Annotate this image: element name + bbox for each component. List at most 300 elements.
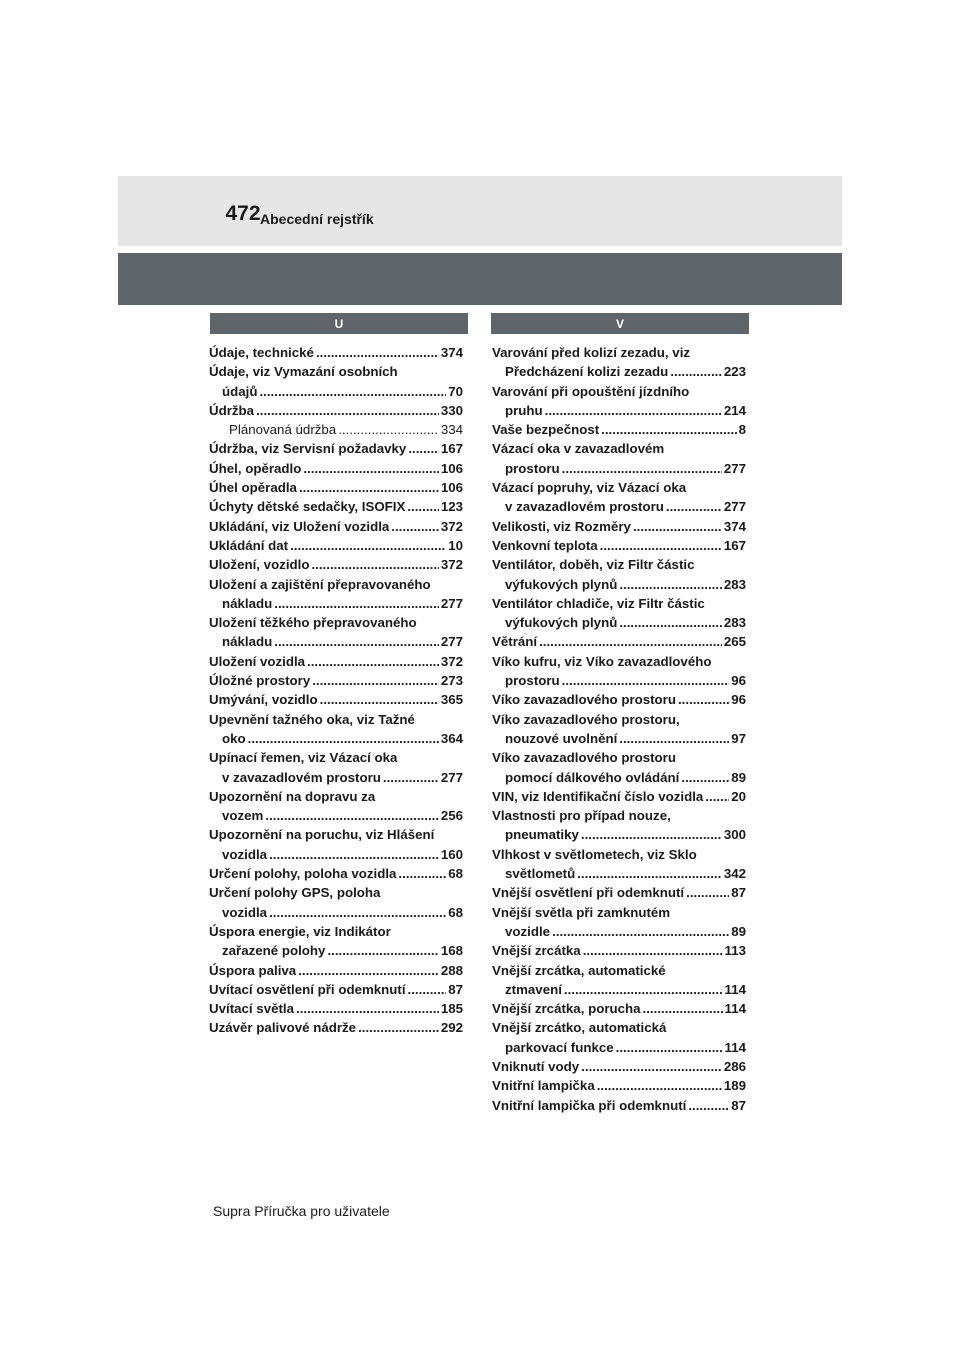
index-entry [209,961,463,980]
dot-leader [577,864,722,883]
index-entry-line [492,594,746,613]
index-page-number: 277 [723,499,746,515]
index-entry-text: zařazené polohy [222,943,326,959]
index-entry-text: Upínací řemen, viz Vázací oka [209,750,398,766]
index-entry [492,343,746,382]
index-entry-text: Ventilátor, doběh, viz Filtr částic [492,557,695,573]
dot-leader [274,632,439,651]
index-entry-text: nouzové uvolnění [505,730,618,746]
index-page-number: 277 [440,634,463,650]
index-entry [209,864,463,883]
index-entry-line [492,632,746,651]
index-page-number: 273 [440,673,463,689]
index-entry-line [209,961,463,980]
index-entry-text: nákladu [222,595,273,611]
dot-leader [633,517,722,536]
index-page-number: 364 [440,730,463,746]
index-entry [209,575,463,614]
dot-leader [597,1076,722,1095]
index-entry [492,382,746,421]
index-page-number: 8 [738,422,746,438]
index-page-number: 374 [723,518,746,534]
index-page-number: 70 [448,383,463,399]
index-entry-line [492,845,746,864]
index-page-number: 89 [731,923,746,939]
dot-leader [670,362,722,381]
index-entry-line [492,671,746,690]
index-entry-text: Uložení těžkého přepravovaného [209,615,417,631]
index-column-u [209,343,463,1038]
index-page-number: 283 [723,615,746,631]
index-entry-text: Ventilátor chladiče, viz Filtr částic [492,595,705,611]
index-page-number: 300 [723,827,746,843]
index-entry-line [492,1076,746,1095]
index-entry-text: výfukových plynů [505,615,618,631]
index-entry [209,690,463,709]
index-entry-text: Ukládání, viz Uložení vozidla [209,518,390,534]
index-entry [209,999,463,1018]
dot-leader [705,787,729,806]
index-page-number: 277 [440,595,463,611]
index-entry-line [209,922,463,941]
index-entry [209,439,463,458]
index-entry-text: Uvítací světla [209,1001,295,1017]
index-page-number: 87 [448,981,463,997]
letter-heading-v [491,313,749,334]
index-entry-text: vozidle [505,923,551,939]
index-entry-line [209,362,463,381]
index-entry-text: parkovací funkce [505,1039,614,1055]
index-entry-text: světlometů [505,866,576,882]
dot-leader [311,555,438,574]
index-entry-text: Venkovní teplota [492,537,598,553]
index-page-number: 10 [448,537,463,553]
dot-leader [407,497,438,516]
index-entry [492,883,746,902]
index-entry-line [492,536,746,555]
index-entry-line [209,768,463,787]
index-entry-line [492,768,746,787]
index-entry [492,748,746,787]
index-page-number: 96 [731,692,746,708]
index-page-number: 277 [723,460,746,476]
index-entry-text: Vnější osvětlení při odemknutí [492,885,685,901]
dot-leader [666,497,722,516]
index-entry [209,787,463,826]
index-entry-line [492,613,746,632]
index-entry-text: v zavazadlovém prostoru [505,499,664,515]
dot-leader [600,536,722,555]
index-entry-text: Údaje, technické [209,345,314,360]
index-page-number: 330 [440,402,463,418]
index-page-number: 89 [731,769,746,785]
index-entry-text: Vlhkost v světlometech, viz Sklo [492,846,697,862]
index-entry-text: Uvítací osvětlení při odemknutí [209,981,406,997]
dot-leader [303,459,438,478]
index-entry [492,517,746,536]
index-entry [492,690,746,709]
index-entry-line [209,999,463,1018]
index-entry-line [492,382,746,401]
index-entry-line [492,1018,746,1037]
dot-leader [391,517,439,536]
index-entry-text: oko [222,730,246,746]
index-entry [492,555,746,594]
index-entry [209,459,463,478]
index-page-number: 286 [723,1058,746,1074]
index-entry-text: Uložení vozidla [209,653,306,669]
index-entry-text: nákladu [222,634,273,650]
index-entry-text: pruhu [505,402,543,418]
index-entry [492,806,746,845]
index-entry-line [492,825,746,844]
dot-leader [545,401,722,420]
index-entry-line [209,632,463,651]
index-entry-line [209,497,463,516]
index-entry-text: Varování při opouštění jízdního [492,383,690,399]
index-entry [492,999,746,1018]
index-entry-text: Vlastnosti pro případ nouze, [492,808,671,824]
dot-leader [269,845,439,864]
dot-leader [265,806,438,825]
index-page-number: 265 [723,634,746,650]
dot-leader [312,671,439,690]
index-entry-line [209,806,463,825]
index-entry-text: VIN, viz Identifikační číslo vozidla [492,788,704,804]
index-entry-text: vozidla [222,904,268,920]
index-entry-line [492,806,746,825]
index-entry [209,671,463,690]
index-page-number: 189 [723,1078,746,1094]
index-entry [209,652,463,671]
index-entry [492,1057,746,1076]
index-entry-line [209,845,463,864]
index-entry-text: Umývání, vozidlo [209,692,318,708]
dot-leader [562,459,722,478]
index-entry [209,922,463,961]
index-entry-line [209,864,463,883]
index-page-number: 365 [440,692,463,708]
dot-leader [601,420,736,439]
index-entry [209,613,463,652]
index-page-number: 292 [440,1020,463,1036]
index-entry-line [492,575,746,594]
index-page-number: 256 [440,808,463,824]
index-entry-text: Úhel, opěradlo [209,460,302,476]
index-entry-line [492,729,746,748]
dot-leader [581,1057,722,1076]
index-entry-line [209,575,463,594]
index-entry-line [492,883,746,902]
index-entry-line [209,343,463,362]
index-entry-text: vozem [222,808,264,824]
dot-leader [678,690,729,709]
index-page-number: 106 [440,480,463,496]
index-page-number: 114 [724,1001,746,1017]
index-entry-text: Vniknutí vody [492,1058,580,1074]
index-entry-text: Upozornění na poruchu, viz Hlášení [209,827,435,843]
index-page-number: 87 [731,1097,746,1113]
index-entry-line [492,710,746,729]
index-entry-line [209,980,463,999]
index-entry-line [209,401,463,420]
index-entry-line [492,343,746,362]
index-entry-text: Víko zavazadlového prostoru [492,750,676,766]
index-entry [209,883,463,922]
dot-leader [583,941,723,960]
dot-leader [327,941,438,960]
dot-leader [307,652,439,671]
index-entry-text: ztmavení [505,981,562,997]
index-page-number: 223 [723,364,746,380]
index-entry-text: Vnitřní lampička [492,1078,595,1094]
index-entry-line [492,1096,746,1115]
index-page-number: 20 [731,788,746,804]
dot-leader [338,420,439,439]
index-page-number: 87 [731,885,746,901]
index-entry-text: Úhel opěradla [209,480,297,496]
index-entry [492,632,746,651]
index-entry-line [209,459,463,478]
index-entry-line [209,671,463,690]
dot-leader [686,883,729,902]
letter-heading-u [210,313,468,334]
index-page-number: 167 [723,537,746,553]
index-entry [492,787,746,806]
dot-leader [316,343,439,362]
index-entry-text: Velikosti, viz Rozměry [492,518,631,534]
index-entry-text: Určení polohy GPS, poloha [209,885,381,901]
index-entry-line [209,903,463,922]
index-entry-text: Ukládání dat [209,537,289,553]
index-entry [492,439,746,478]
index-entry-line [209,748,463,767]
index-entry-text: v zavazadlovém prostoru [222,769,381,785]
index-entry-line [209,594,463,613]
index-entry-text: prostoru [505,460,560,476]
index-page-number: 185 [440,1001,463,1017]
index-entry-line [229,420,463,439]
index-page-number: 372 [440,653,463,669]
index-entry [492,1018,746,1057]
index-entry-line [209,439,463,458]
index-page-number: 283 [723,576,746,592]
index-entry-text: Větrání [492,634,538,650]
index-entry-text: Úspora energie, viz Indikátor [209,923,391,939]
index-entry [209,555,463,574]
index-entry-line [209,710,463,729]
dot-leader [643,999,723,1018]
index-entry-line [492,748,746,767]
index-page-number: 374 [440,345,463,360]
index-entry-text: Víko zavazadlového prostoru [492,692,676,708]
index-entry [209,497,463,516]
index-entry [492,961,746,1000]
index-page-number: 114 [724,981,746,997]
index-entry-line [209,478,463,497]
index-entry-text: Uložení, vozidlo [209,557,310,573]
index-entry-line [492,787,746,806]
index-entry-line [492,652,746,671]
index-entry-line [492,420,746,439]
dot-leader [320,690,439,709]
index-entry-line [492,941,746,960]
index-entry-text: Předcházení kolizi zezadu [505,364,669,380]
dot-leader [274,594,439,613]
index-entry [492,845,746,884]
index-entry-text: Údržba, viz Servisní požadavky [209,441,407,457]
index-entry-line [492,961,746,980]
index-entry-text: Vaše bezpečnost [492,422,600,438]
index-entry [492,941,746,960]
index-column-v [492,343,746,1115]
index-entry-line [492,439,746,458]
index-page-number: 106 [440,460,463,476]
index-entry [209,343,463,362]
dot-leader [269,903,446,922]
index-entry-line [492,1057,746,1076]
index-entry-text: pneumatiky [505,827,579,843]
index-entry-text: Vnitřní lampička při odemknutí [492,1097,687,1113]
dot-leader [619,613,721,632]
dot-leader [616,1038,723,1057]
index-entry-text: Varování před kolizí zezadu, viz [492,345,691,360]
index-entry-line [492,864,746,883]
index-entry [209,517,463,536]
index-entry-text: údajů [222,383,258,399]
index-entry-line [492,903,746,922]
dot-leader [256,401,439,420]
dot-leader [259,382,446,401]
section-title: Abecední rejstřík [260,211,374,227]
dot-leader [681,768,729,787]
dot-leader [581,825,722,844]
dot-leader [383,768,439,787]
index-entry [209,748,463,787]
index-entry-text: Vázací popruhy, viz Vázací oka [492,480,687,496]
chapter-band [118,253,842,305]
dot-leader [562,671,730,690]
index-entry-line [209,555,463,574]
index-entry-text: Vnější zrcátka [492,943,581,959]
index-entry-text: Údaje, viz Vymazání osobních [209,364,398,380]
index-entry [209,980,463,999]
dot-leader [398,864,446,883]
index-entry [492,478,746,517]
dot-leader [290,536,446,555]
index-entry-line [209,729,463,748]
index-entry-text: Uzávěr palivové nádrže [209,1020,357,1036]
index-entry-text: Víko zavazadlového prostoru, [492,711,680,727]
index-entry [209,362,463,401]
index-entry [492,420,746,439]
dot-leader [248,729,439,748]
index-page-number: 372 [440,518,463,534]
index-page-number: 167 [440,441,463,457]
index-entry-text: Vnější světla při zamknutém [492,904,671,920]
index-entry-text: Upozornění na dopravu za [209,788,376,804]
dot-leader [619,575,721,594]
index-entry [209,1018,463,1037]
index-entry-text: Určení polohy, poloha vozidla [209,866,397,882]
index-page-number: 288 [440,962,463,978]
dot-leader [564,980,723,999]
index-entry-line [492,690,746,709]
dot-leader [408,980,447,999]
index-entry-line [492,401,746,420]
footer-text: Supra Příručka pro uživatele [213,1203,390,1219]
letter-heading-label: V [615,316,624,331]
index-entry-line [492,517,746,536]
dot-leader [358,1018,439,1037]
index-entry-line [209,690,463,709]
index-entry [209,478,463,497]
index-page-number: 160 [440,846,463,862]
index-entry-text: Úspora paliva [209,962,297,978]
dot-leader [408,439,439,458]
index-entry-text: Údržba [209,402,255,418]
index-entry-line [209,1018,463,1037]
index-entry-text: výfukových plynů [505,576,618,592]
index-entry [209,420,463,439]
index-entry-line [492,980,746,999]
index-entry [209,710,463,749]
dot-leader [296,999,439,1018]
index-entry [492,652,746,691]
index-page-number: 168 [440,943,463,959]
index-entry [492,1096,746,1115]
index-entry-line [492,497,746,516]
index-entry [209,401,463,420]
index-entry-text: Uložení a zajištění přepravovaného [209,576,431,592]
index-entry [492,903,746,942]
index-page-number: 68 [448,904,463,920]
index-entry-text: Úchyty dětské sedačky, ISOFIX [209,499,406,515]
dot-leader [299,478,439,497]
page-number: 472 [225,202,261,225]
index-entry-text: Vnější zrcátka, porucha [492,1001,641,1017]
dot-leader [619,729,729,748]
index-page-number: 372 [440,557,463,573]
index-entry-line [492,362,746,381]
index-entry [492,594,746,633]
index-page-number: 123 [440,499,463,515]
index-entry [492,536,746,555]
index-page-number: 334 [440,422,463,438]
index-entry-line [209,941,463,960]
index-entry-text: Vnější zrcátko, automatická [492,1020,667,1036]
index-page-number: 114 [724,1039,746,1055]
index-entry-line [209,536,463,555]
index-entry [492,1076,746,1095]
index-page-number: 97 [731,730,746,746]
dot-leader [688,1096,729,1115]
index-entry-line [492,478,746,497]
index-entry-text: prostoru [505,673,560,689]
dot-leader [298,961,439,980]
index-entry-line [492,999,746,1018]
index-entry-line [209,787,463,806]
index-entry [209,825,463,864]
index-page-number: 342 [723,866,746,882]
index-entry-line [492,555,746,574]
index-entry [492,710,746,749]
index-entry-line [209,517,463,536]
index-entry-text: Vnější zrcátka, automatické [492,962,666,978]
index-entry-text: Víko kufru, viz Víko zavazadlového [492,653,712,669]
index-entry-text: Upevnění tažného oka, viz Tažné [209,711,415,727]
index-entry-text: Úložné prostory [209,673,311,689]
